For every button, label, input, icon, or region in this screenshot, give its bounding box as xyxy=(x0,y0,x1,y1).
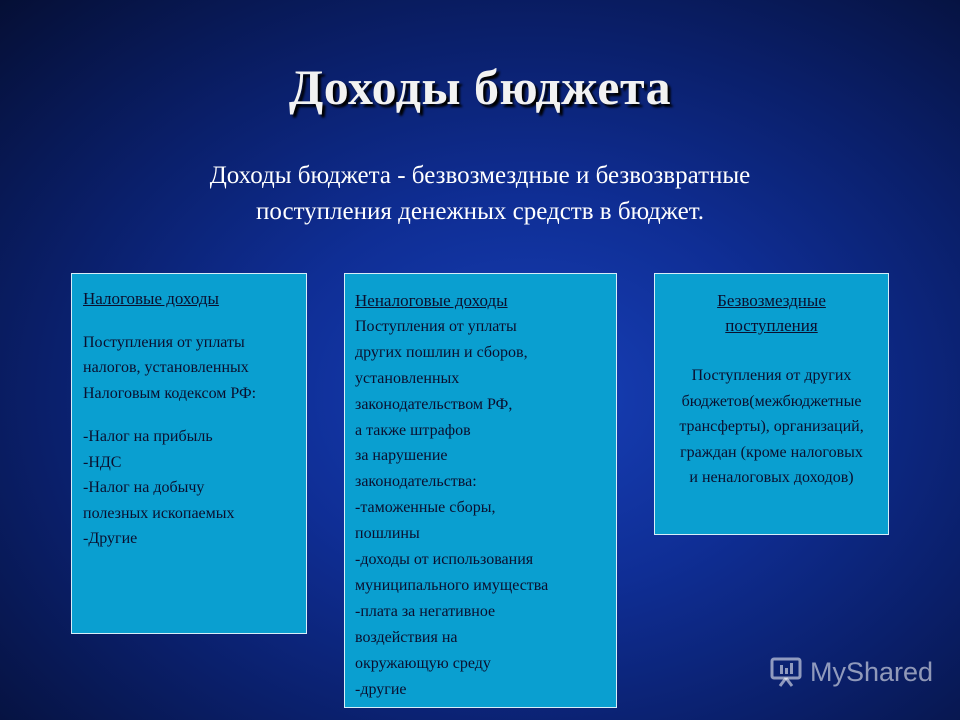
box-heading: поступления xyxy=(725,316,818,335)
box-text-line: Налоговым кодексом РФ: xyxy=(83,384,257,402)
box-text-line: -другие xyxy=(355,680,407,698)
box-text-line: установленных xyxy=(355,369,460,387)
non-tax-revenue-box xyxy=(344,273,617,708)
box-text-line: воздействия на xyxy=(355,628,458,646)
box-text-line: налогов, установленных xyxy=(83,359,249,376)
box-text-line: -таможенные сборы, xyxy=(355,499,496,517)
box-text-line: Поступления от уплаты xyxy=(355,317,517,335)
box-list-item: -Налог на добычу xyxy=(83,479,205,496)
box-text-line: -доходы от использования xyxy=(355,551,534,569)
box-heading: Неналоговые доходы xyxy=(355,291,508,310)
box-text-line: Поступления от уплаты xyxy=(83,333,245,351)
box-text-line: а также штрафов xyxy=(355,421,471,439)
box-text-line: муниципального имущества xyxy=(355,576,549,594)
box-text-line: граждан (кроме налоговых xyxy=(680,443,863,461)
box-list-item: -Другие xyxy=(83,530,138,547)
slide-title: Доходы бюджета xyxy=(288,59,672,115)
subtitle-line: Доходы бюджета - безвозмездные и безвозвратные xyxy=(209,162,751,189)
box-text-line: Поступления от других xyxy=(691,367,852,384)
box-text-line: за нарушение xyxy=(355,447,448,465)
box-list-item: полезных ископаемых xyxy=(83,504,235,522)
box-text-line: и неналоговых доходов) xyxy=(689,469,854,486)
subtitle-line: поступления денежных средств в бюджет. xyxy=(255,198,705,225)
box-list-item: -Налог на прибыль xyxy=(83,428,213,445)
box-heading: Налоговые доходы xyxy=(83,289,219,308)
box-text-line: окружающую среду xyxy=(355,654,491,672)
box-text-line: законодательства: xyxy=(355,473,477,491)
tax-revenue-box xyxy=(71,273,307,634)
box-heading: Безвозмездные xyxy=(717,291,826,310)
myshared-watermark[interactable] xyxy=(770,652,933,692)
box-text-line: других пошлин и сборов, xyxy=(355,343,528,361)
watermark-text: MyShared xyxy=(810,656,934,687)
box-text-line: бюджетов(межбюджетные xyxy=(681,392,862,410)
box-list-item: -НДС xyxy=(83,453,122,471)
box-text-line: пошлины xyxy=(355,525,420,543)
box-text-line: -плата за негативное xyxy=(355,602,496,620)
box-text-line: трансферты), организаций, xyxy=(679,418,864,435)
presentation-board-icon xyxy=(770,656,802,688)
slide-subtitle xyxy=(60,158,900,230)
box-text-line: законодательством РФ, xyxy=(355,395,513,413)
gratuitous-receipts-box xyxy=(654,273,889,535)
